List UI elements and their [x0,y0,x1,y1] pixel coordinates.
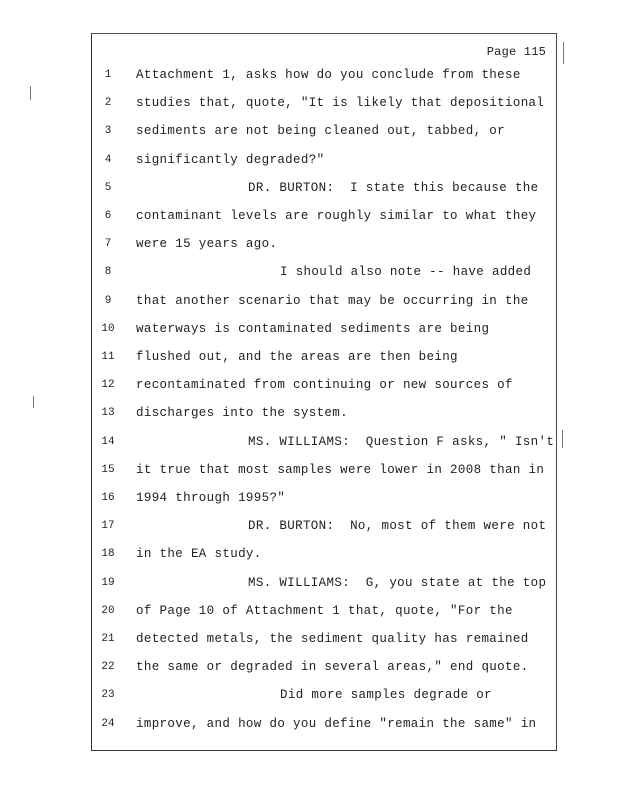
transcript-line: the same or degraded in several areas," end quote. [136,660,529,675]
transcript-line: significantly degraded?" [136,152,325,167]
line-number: 1 [104,69,112,81]
line-number: 23 [101,689,115,702]
transcript-line: Attachment 1, asks how do you conclude from these [136,68,521,82]
transcript-line: that another scenario that may be occurring in the [136,293,529,308]
transcript-line: DR. BURTON: I state this because the [248,180,539,195]
transcript-line: in the EA study. [136,547,262,562]
transcript-line: recontaminated from continuing or new sources of [136,378,513,393]
transcript-line: MS. WILLIAMS: G, you state at the top [248,575,547,590]
page-number: Page 115 [486,45,546,59]
line-number: 16 [101,492,115,504]
line-number: 18 [101,548,115,561]
transcript-line: 1994 through 1995?" [136,491,286,505]
line-number: 14 [101,435,115,448]
transcript-line: were 15 years ago. [136,237,278,252]
line-number: 15 [101,463,115,476]
scan-mark [562,430,563,448]
line-number: 11 [101,351,115,363]
transcript-line: waterways is contaminated sediments are being [136,321,490,336]
transcript-line: discharges into the system. [136,406,348,421]
line-number: 8 [104,266,112,279]
transcript-line: studies that, quote, "It is likely that depositional [136,96,545,111]
transcript-line: Did more samples degrade or [280,688,492,703]
transcript-line: it true that most samples were lower in 2008 than in [136,462,545,477]
line-number: 9 [104,294,112,307]
transcript-line: MS. WILLIAMS: Question F asks, " Isn't [248,434,555,449]
line-number: 21 [101,633,115,645]
line-number: 5 [104,181,112,194]
transcript-line: of Page 10 of Attachment 1 that, quote, "For the [136,603,513,618]
line-number: 22 [101,661,115,674]
transcript-line: improve, and how do you define "remain the same" in [136,716,537,731]
scan-mark [33,396,34,408]
line-number: 12 [101,379,115,392]
line-number: 6 [104,210,112,222]
transcript-line: DR. BURTON: No, most of them were not [248,519,547,534]
line-number: 24 [101,717,115,730]
line-number: 3 [104,125,112,138]
line-number: 20 [101,604,115,617]
transcript-line: detected metals, the sediment quality has remained [136,632,529,646]
line-number: 17 [101,520,115,533]
line-number: 13 [101,407,115,420]
line-number: 10 [101,322,115,335]
line-number: 19 [101,576,115,589]
transcript-line: I should also note -- have added [280,265,532,280]
scan-mark [563,42,564,64]
transcript-line: sediments are not being cleaned out, tabbed, or [136,124,506,139]
transcript-line: flushed out, and the areas are then being [136,350,458,364]
transcript-line: contaminant levels are roughly similar to what they [136,209,537,223]
line-number: 7 [104,238,112,251]
line-number: 4 [104,153,112,166]
line-number: 2 [104,97,112,110]
scan-mark [30,86,31,100]
